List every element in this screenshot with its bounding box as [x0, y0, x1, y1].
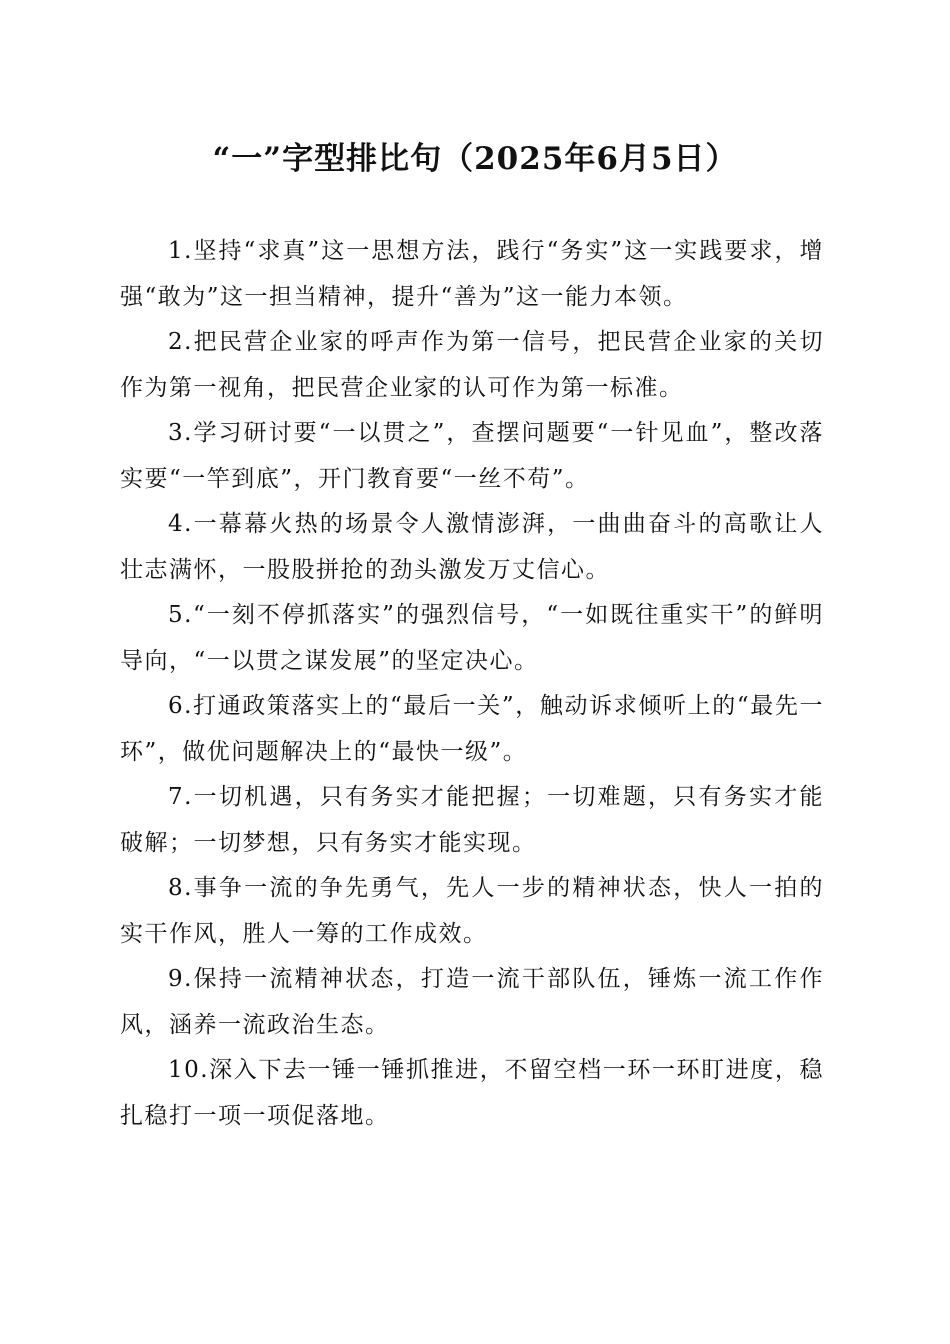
paragraph-8: 8.事争一流的争先勇气，先人一步的精神状态，快人一拍的实干作风，胜人一筹的工作成效。	[120, 875, 824, 947]
document-title: “一”字型排比句（2025年6月5日）	[212, 141, 738, 177]
paragraph-5: 5.“一刻不停抓落实”的强烈信号，“一如既往重实干”的鲜明导向，“一以贯之谋发展”的坚定决心。	[120, 602, 824, 674]
paragraph-2: 2.把民营企业家的呼声作为第一信号，把民营企业家的关切作为第一视角，把民营企业家的认可作为第一标准。	[120, 329, 824, 401]
paragraph-9: 9.保持一流精神状态，打造一流干部队伍，锤炼一流工作作风，涵养一流政治生态。	[120, 966, 824, 1038]
paragraph-4: 4.一幕幕火热的场景令人激情澎湃，一曲曲奋斗的高歌让人壮志满怀，一股股拼抢的劲头激发万丈信心。	[120, 511, 824, 583]
paragraph-3: 3.学习研讨要“一以贯之”，查摆问题要“一针见血”，整改落实要“一竿到底”，开门教育要“一丝不苟”。	[120, 420, 824, 492]
paragraph-1: 1.坚持“求真”这一思想方法，践行“务实”这一实践要求，增强“敢为”这一担当精神，提升“善为”这一能力本领。	[120, 238, 824, 310]
paragraph-7: 7.一切机遇，只有务实才能把握；一切难题，只有务实才能破解；一切梦想，只有务实才能实现。	[120, 784, 824, 856]
paragraph-6: 6.打通政策落实上的“最后一关”，触动诉求倾听上的“最先一环”，做优问题解决上的“最快一级”。	[120, 693, 824, 765]
document-body	[120, 229, 824, 1139]
paragraph-10: 10.深入下去一锤一锤抓推进，不留空档一环一环盯进度，稳扎稳打一项一项促落地。	[120, 1057, 824, 1129]
